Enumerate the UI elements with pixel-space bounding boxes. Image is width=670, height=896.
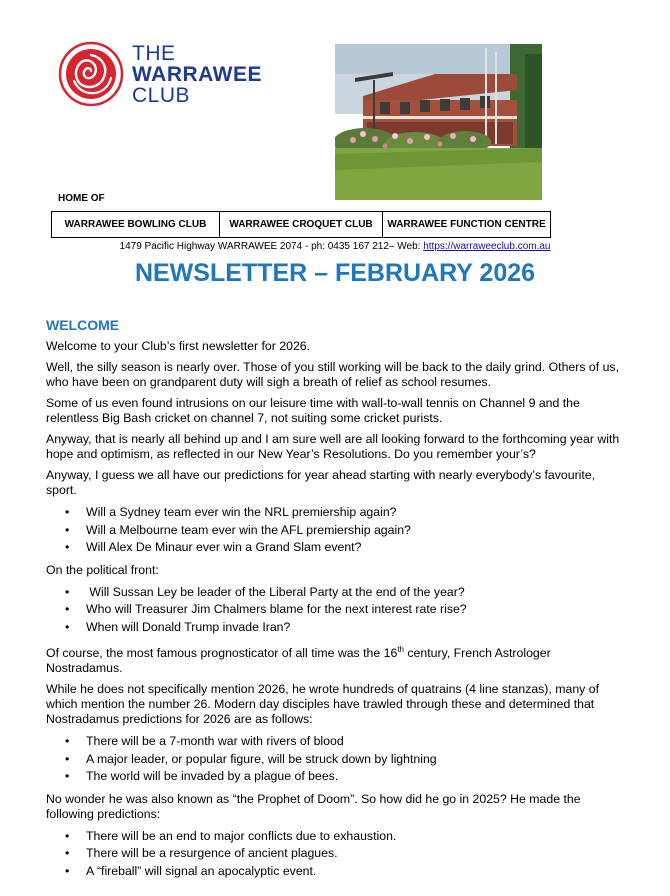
sport-predictions-list bbox=[46, 504, 626, 557]
address-text: 1479 Pacific Highway WARRAWEE 2074 - ph: 0435 167 212– Web: bbox=[119, 241, 424, 252]
nostradamus-text-b: century, French Astrologer Nostradamus. bbox=[46, 646, 551, 676]
list-item: • Will a Melbourne team ever win the AFL premiership again? bbox=[86, 522, 626, 540]
list-item: • Who will Treasurer Jim Chalmers blame for the next interest rate rise? bbox=[86, 601, 626, 619]
paragraph: Anyway, that is nearly all behind up and I am sure well are all looking forward to the forthcoming year with hope and optimism, as reflected in our New Year’s Resolutions. Do you remember your’s? bbox=[46, 432, 620, 461]
political-predictions-list bbox=[46, 584, 626, 637]
paragraph: No wonder he was also known as “the Prophet of Doom”. So how did he go in 2025? He made the following predictions: bbox=[46, 791, 581, 821]
club-bowling: WARRAWEE BOWLING CLUB bbox=[64, 219, 207, 230]
paragraph: Welcome to your Club’s first newsletter for 2026. bbox=[46, 339, 311, 353]
club-function-centre: WARRAWEE FUNCTION CENTRE bbox=[382, 212, 550, 237]
list-item: • There will be an end to major conflicts due to exhaustion. bbox=[86, 828, 626, 846]
ordinal-suffix: th bbox=[397, 645, 404, 654]
list-item: • Will a Sydney team ever win the NRL premiership again? bbox=[86, 504, 626, 522]
paragraph bbox=[46, 642, 626, 676]
clubhouse-photo bbox=[335, 44, 542, 200]
logo-line-2: WARRAWEE bbox=[132, 63, 262, 86]
list-item: • Will Sussan Ley be leader of the Liberal Party at the end of the year? bbox=[86, 584, 626, 602]
paragraph: While he does not specifically mention 2026, he wrote hundreds of quatrains (4 line stanzas), many of which mention the number 26. Modern day disciples have trawled through these and determined that Nostradamus predictions for 2026 are as follows: bbox=[46, 682, 599, 727]
paragraph: Anyway, I guess we all have our predictions for year ahead starting with nearly everybody’s favourite, sport. bbox=[46, 468, 596, 497]
predictions-2026-list bbox=[46, 733, 626, 786]
logo-wordmark bbox=[132, 43, 262, 106]
list-item: • There will be a resurgence of ancient plagues. bbox=[86, 845, 626, 863]
list-item: • There will be a 7-month war with rivers of blood bbox=[86, 733, 626, 751]
paragraph: Well, the silly season is nearly over. Those of you still working will be back to the daily grind. Others of us, who have been on grandparent duty will sigh a breath of relief as school resumes. bbox=[46, 360, 619, 389]
newsletter-body bbox=[46, 316, 626, 886]
paragraph: Some of us even found intrusions on our leisure time with wall-to-wall tennis on Channel 9 and the relentless Big Bash cricket on channel 7, not suiting some cricket purists. bbox=[46, 396, 580, 425]
club-logo bbox=[58, 41, 278, 113]
list-item: • The world will be invaded by a plague of bees. bbox=[86, 768, 626, 786]
website-link[interactable]: https://warraweeclub.com.au bbox=[423, 241, 551, 252]
list-item: • When will Donald Trump invade Iran? bbox=[86, 619, 626, 637]
list-item: • A major leader, or popular figure, will be struck down by lightning bbox=[86, 751, 626, 769]
logo-line-1: THE bbox=[132, 42, 176, 65]
logo-line-3: CLUB bbox=[132, 84, 191, 107]
clubs-table bbox=[51, 211, 551, 238]
predictions-2025-list bbox=[46, 828, 626, 881]
list-item: • A “fireball” will signal an apocalyptic event. bbox=[86, 863, 626, 881]
rose-logo-icon bbox=[58, 41, 124, 107]
paragraph: On the political front: bbox=[46, 562, 159, 577]
home-of-label: HOME OF bbox=[58, 193, 105, 204]
welcome-heading: WELCOME bbox=[46, 317, 120, 333]
address-line bbox=[0, 241, 670, 252]
list-item: • Will Alex De Minaur ever win a Grand Slam event? bbox=[86, 539, 626, 557]
nostradamus-text-a: Of course, the most famous prognosticator of all time was the 16 bbox=[46, 646, 398, 661]
page-title: NEWSLETTER – FEBRUARY 2026 bbox=[134, 259, 536, 287]
club-croquet: WARRAWEE CROQUET CLUB bbox=[219, 212, 382, 237]
